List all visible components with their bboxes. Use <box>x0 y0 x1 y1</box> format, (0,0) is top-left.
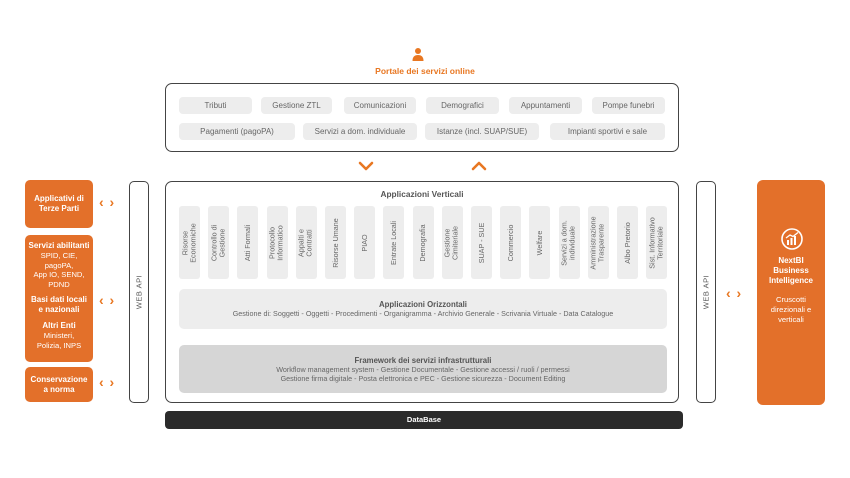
nextbi-desc: verticali <box>778 315 804 324</box>
horizontal-apps-title: Applicazioni Orizzontali <box>379 300 467 309</box>
vertical-app-label-line: Servizi a dom. <box>559 219 569 266</box>
nextbi-title: NextBI <box>778 256 804 265</box>
vertical-app-label-line: Appalti e <box>296 228 306 257</box>
conservation-title: a norma <box>43 385 75 394</box>
conservation-title: Conservazione <box>30 375 88 384</box>
nextbi-desc: Cruscotti <box>776 295 806 304</box>
vertical-app-label-line: Gestione <box>217 228 227 257</box>
service-pill[interactable]: Comunicazioni <box>344 97 416 114</box>
enabling-services-line: pagoPA, <box>44 260 74 270</box>
service-pill[interactable]: Istanze (incl. SUAP/SUE) <box>425 123 539 140</box>
portal-services-box <box>165 83 679 152</box>
vertical-app[interactable] <box>383 206 404 279</box>
vertical-app-label-line: Risorse <box>180 230 190 255</box>
vertical-app-label <box>210 224 227 260</box>
vertical-app-label <box>590 216 607 269</box>
nextbi-title: Intelligence <box>768 276 813 285</box>
double-chevron-icon: ‹ › <box>726 285 743 301</box>
vertical-app-label <box>506 224 514 261</box>
vertical-app[interactable] <box>559 206 580 279</box>
service-pill[interactable]: Pagamenti (pagoPA) <box>179 123 295 140</box>
conservation-box <box>25 367 93 402</box>
vertical-app-label <box>623 222 631 264</box>
double-chevron-icon: ‹ › <box>99 374 116 390</box>
service-pill[interactable]: Servizi a dom. individuale <box>303 123 417 140</box>
vertical-app-label <box>444 226 461 260</box>
vertical-app-label-line: Territoriale <box>655 225 665 260</box>
other-entities-title: Altri Enti <box>42 321 76 330</box>
third-party-apps-title: Applicativi di Terze Parti <box>34 194 84 213</box>
vertical-app-label-line: Commercio <box>505 224 515 261</box>
framework-title: Framework dei servizi infrastrutturali <box>354 356 492 365</box>
enabling-services-box <box>25 235 93 362</box>
nextbi-box <box>757 180 825 405</box>
vertical-app-label-line: Demografia <box>417 223 427 262</box>
vertical-app[interactable] <box>208 206 229 279</box>
horizontal-apps-line: Gestione di: Soggetti - Oggetti - Procedimenti - Organigramma - Archivio Generale - Scrivania Virtuale - Data Catalogue <box>232 309 614 318</box>
vertical-app-label-line: Contratti <box>305 228 315 257</box>
vertical-app[interactable] <box>413 206 434 279</box>
vertical-app-label <box>419 224 427 261</box>
vertical-app-label-line: SUAP - SUE <box>476 222 486 263</box>
service-pill[interactable]: Gestione ZTL <box>261 97 332 114</box>
double-chevron-icon: ‹ › <box>99 194 116 210</box>
vertical-app[interactable] <box>237 206 258 279</box>
vertical-app-label-line: Risorse Umane <box>330 217 340 268</box>
vertical-app-label <box>298 229 315 257</box>
chevron-up-icon <box>471 161 487 171</box>
vertical-app[interactable] <box>500 206 521 279</box>
framework-line: Workflow management system - Gestione Documentale - Gestione accessi / ruoli / permessi <box>276 365 570 374</box>
service-pill[interactable]: Pompe funebri <box>592 97 665 114</box>
vertical-app[interactable] <box>588 206 609 279</box>
enabling-services-title: Servizi abilitanti <box>28 241 90 250</box>
service-pill[interactable]: Appuntamenti <box>509 97 582 114</box>
vertical-app-label-line: Albo Pretorio <box>622 221 632 264</box>
vertical-app-label <box>390 221 398 265</box>
local-databases-title: Basi dati locali <box>30 295 88 304</box>
vertical-app[interactable] <box>471 206 492 279</box>
framework-line: Gestione firma digitale - Posta elettronica e PEC - Gestione sicurezza - Document Editing <box>280 374 566 383</box>
vertical-app-label <box>477 222 485 263</box>
vertical-app-label <box>181 223 198 263</box>
vertical-app-label-line: PIAO <box>359 233 369 252</box>
portal-title: Portale dei servizi online <box>375 66 475 76</box>
vertical-app-label <box>360 234 368 251</box>
vertical-app[interactable] <box>442 206 463 279</box>
chevron-down-icon <box>358 161 374 171</box>
vertical-app-label-line: Sist. Informativo <box>647 216 657 269</box>
vertical-app-label-line: Protocollo <box>267 226 277 259</box>
vertical-app-label-line: Cimiteriale <box>451 225 461 260</box>
vertical-app[interactable] <box>325 206 346 279</box>
vertical-app-label <box>561 220 578 266</box>
vertical-app[interactable] <box>179 206 200 279</box>
vertical-app-label <box>331 218 339 268</box>
vertical-app[interactable] <box>646 206 667 279</box>
horizontal-apps-band <box>179 289 667 329</box>
framework-band <box>179 345 667 393</box>
service-pill[interactable]: Impianti sportivi e sale <box>550 123 665 140</box>
vertical-app-label-line: Atti Formali <box>242 224 252 261</box>
vertical-app-label-line: Entrate Locali <box>388 220 398 265</box>
vertical-app[interactable] <box>267 206 288 279</box>
vertical-app[interactable] <box>354 206 375 279</box>
user-icon <box>411 47 425 61</box>
web-api-left <box>129 181 149 403</box>
vertical-app-label-line: Informatico <box>276 224 286 261</box>
other-entities-line: Polizia, INPS <box>36 340 82 350</box>
web-api-right <box>696 181 716 403</box>
vertical-app-label <box>648 217 665 269</box>
vertical-app-label-line: Economiche <box>188 222 198 263</box>
vertical-app-label-line: Gestione <box>442 228 452 257</box>
web-api-label: WEB API <box>134 274 144 310</box>
local-databases-title: e nazionali <box>38 305 80 314</box>
double-chevron-icon: ‹ › <box>99 292 116 308</box>
vertical-apps-title: Applicazioni Verticali <box>380 189 464 199</box>
vertical-app-label-line: Amministrazione <box>588 215 598 270</box>
enabling-services-line: SPID, CIE, <box>40 251 78 260</box>
third-party-apps-box <box>25 180 93 228</box>
other-entities-line: Ministeri, <box>43 331 75 340</box>
vertical-app-label <box>536 230 544 255</box>
vertical-app-label-line: Controllo di <box>209 224 219 261</box>
vertical-app-label <box>269 225 286 261</box>
vertical-app-label <box>244 224 252 260</box>
vertical-app-label-line: Trasparente <box>597 223 607 262</box>
nextbi-title: Business <box>773 266 809 275</box>
nextbi-desc: direzionali e <box>770 305 812 314</box>
service-pill[interactable]: Tributi <box>179 97 252 114</box>
vertical-app-label-line: individuale <box>568 225 578 260</box>
enabling-services-line: PDND <box>48 279 70 289</box>
enabling-services-line: App IO, SEND, <box>33 270 85 279</box>
database-bar: DataBase <box>165 411 683 429</box>
service-pill[interactable]: Demografici <box>426 97 499 114</box>
vertical-app[interactable] <box>529 206 550 279</box>
web-api-label: WEB API <box>701 274 711 310</box>
vertical-app[interactable] <box>617 206 638 279</box>
chart-growth-icon <box>781 228 803 250</box>
vertical-app-label-line: Welfare <box>534 230 544 255</box>
vertical-app[interactable] <box>296 206 317 279</box>
